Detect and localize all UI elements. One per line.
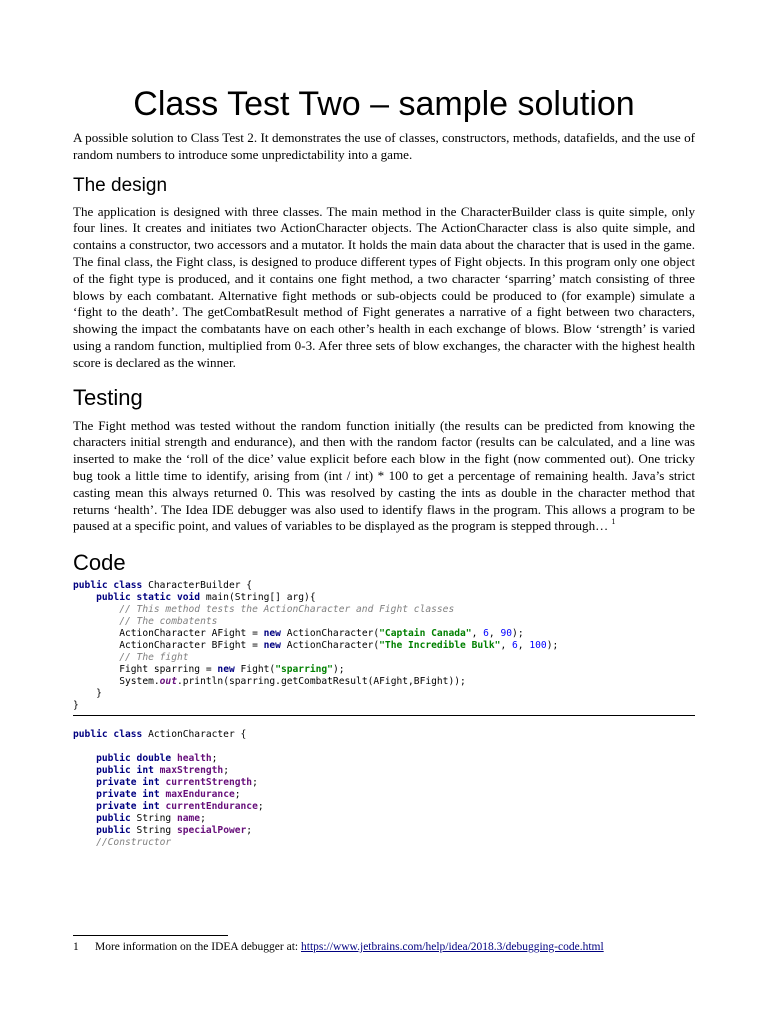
code-text: CharacterBuilder { (142, 580, 253, 592)
code-field: currentEndurance (165, 801, 258, 813)
document-page (73, 82, 695, 849)
code-number: 90 (500, 628, 513, 640)
code-text: ActionCharacter( (280, 640, 380, 652)
code-text: String (130, 813, 177, 825)
code-string: "sparring" (275, 664, 333, 676)
code-text: Fight( (234, 664, 276, 676)
design-paragraph: The application is designed with three classes. The main method in the CharacterBuilder class is quite simple, only four lines. It creates and initiates two ActionCharacter objects. The ActionCharacter class is also quite simple, and contains a constructor, two accessors and a mutator. It holds the main data about the character that is used in the game. The final class, the Fight class, is designed to produce different types of Fight objects. In this program only one object of the fight type is produced, and it contains one fight method, a two character ‘sparring’ match consisting of three blows by each combatant. Alternative fight methods or sub-objects could be produced to (for example) simulate a ‘fight to the death’. The getCombatResult method of Fight generates a narrative of a fight between two characters, showing the impact the combatants have on each other’s health in each exchange of blows. Blow ‘strength’ is varied using a random function, multiplied from 0-3. Afer three sets of blow exchanges, the character with the highest health score is declared as the winner. (73, 203, 695, 370)
code-text: ); (512, 628, 524, 640)
footnote-reference[interactable]: 1 (611, 517, 616, 527)
code-string: "The Incredible Bulk" (379, 640, 501, 652)
testing-heading: Testing (73, 384, 143, 410)
code-text: ; (234, 789, 241, 801)
code-keyword: public int (96, 765, 154, 777)
code-text: Fight sparring = (119, 664, 218, 676)
code-text: ; (246, 825, 253, 837)
code-keyword: new (263, 628, 281, 640)
code-field: specialPower (176, 825, 247, 837)
code-keyword: private int (96, 777, 160, 789)
code-number: 6 (512, 640, 518, 652)
code-heading: Code (73, 550, 126, 576)
code-text: ); (332, 664, 345, 676)
testing-paragraph (73, 418, 695, 536)
code-keyword: public (96, 825, 131, 837)
code-block-characterbuilder (73, 580, 695, 712)
code-brace: } (96, 688, 102, 700)
code-comment: // The combatents (119, 616, 218, 628)
code-comment: // The fight (119, 652, 189, 664)
code-text: ; (223, 765, 229, 777)
footnote (73, 940, 713, 954)
testing-text: The Fight method was tested without the random function initially (the results can be predicted from knowing the characters initial strength and endurance), and then with the random factor (results can be calculated, and a line was inserted to make the ‘roll of the dice’ value explicit before each blow in the fight (now commented out). One tricky bug took a little time to identify, arising from (int / int) * 100 to get a percentage of remaining health. Java’s strict casting mean this always returned 0. This was resolved by casting the ints as double in the character method that returns ‘health’. The Idea IDE debugger was also used to identify flaws in the program. This allows a program to be paused at a specific point, and values of variables to be displayed as the program is stepped through… (73, 417, 695, 534)
code-static-field: out (159, 676, 177, 688)
code-keyword: public class (73, 729, 143, 741)
code-text: ); (546, 640, 559, 652)
code-text: ; (252, 777, 258, 789)
code-text: ActionCharacter { (142, 729, 247, 741)
code-comment: // This method tests the ActionCharacter and Fight classes (119, 604, 455, 616)
code-text: , (471, 628, 484, 640)
code-text: ActionCharacter AFight = (119, 628, 264, 640)
code-brace: } (73, 700, 79, 712)
footnote-link[interactable]: https://www.jetbrains.com/help/idea/2018.3/debugging-code.html (301, 941, 604, 953)
footnote-separator (73, 935, 228, 936)
code-keyword: private int (96, 789, 160, 801)
code-keyword: private int (96, 801, 160, 813)
code-separator-line (73, 715, 695, 716)
code-text: ActionCharacter( (280, 628, 380, 640)
code-text: , (488, 628, 501, 640)
code-text: System. (119, 676, 160, 688)
code-keyword: public double (96, 753, 172, 765)
code-text: ActionCharacter BFight = (119, 640, 264, 652)
code-field: maxEndurance (165, 789, 235, 801)
code-field: health (176, 753, 212, 765)
code-text: ; (211, 753, 218, 765)
code-number: 6 (483, 628, 489, 640)
footnote-number: 1 (73, 941, 79, 953)
code-text: ; (200, 813, 206, 825)
code-comment: //Constructor (96, 837, 172, 849)
code-text: , (500, 640, 513, 652)
code-keyword: new (217, 664, 235, 676)
code-keyword: new (263, 640, 281, 652)
code-string: "Captain Canada" (379, 628, 472, 640)
code-block-actioncharacter (73, 729, 695, 849)
footnote-text: More information on the IDEA debugger at: (95, 941, 301, 953)
intro-paragraph: A possible solution to Class Test 2. It demonstrates the use of classes, constructors, methods, datafields, and the use of random numbers to introduce some unpredictability into a game. (73, 130, 695, 162)
design-heading: The design (73, 174, 168, 196)
code-keyword: public class (73, 580, 143, 592)
code-keyword: public static void (96, 592, 201, 604)
code-text: String (130, 825, 177, 837)
code-text: main(String[] arg){ (200, 592, 316, 604)
code-field: maxStrength (159, 765, 224, 777)
code-number: 100 (529, 640, 547, 652)
code-keyword: public (96, 813, 131, 825)
code-text: , (517, 640, 530, 652)
code-text: .println(sparring.getCombatResult(AFight,BFight)); (176, 676, 466, 688)
code-field: currentStrength (165, 777, 253, 789)
code-text: ; (257, 801, 264, 813)
code-field: name (176, 813, 201, 825)
page-title: Class Test Two – sample solution (133, 85, 635, 123)
